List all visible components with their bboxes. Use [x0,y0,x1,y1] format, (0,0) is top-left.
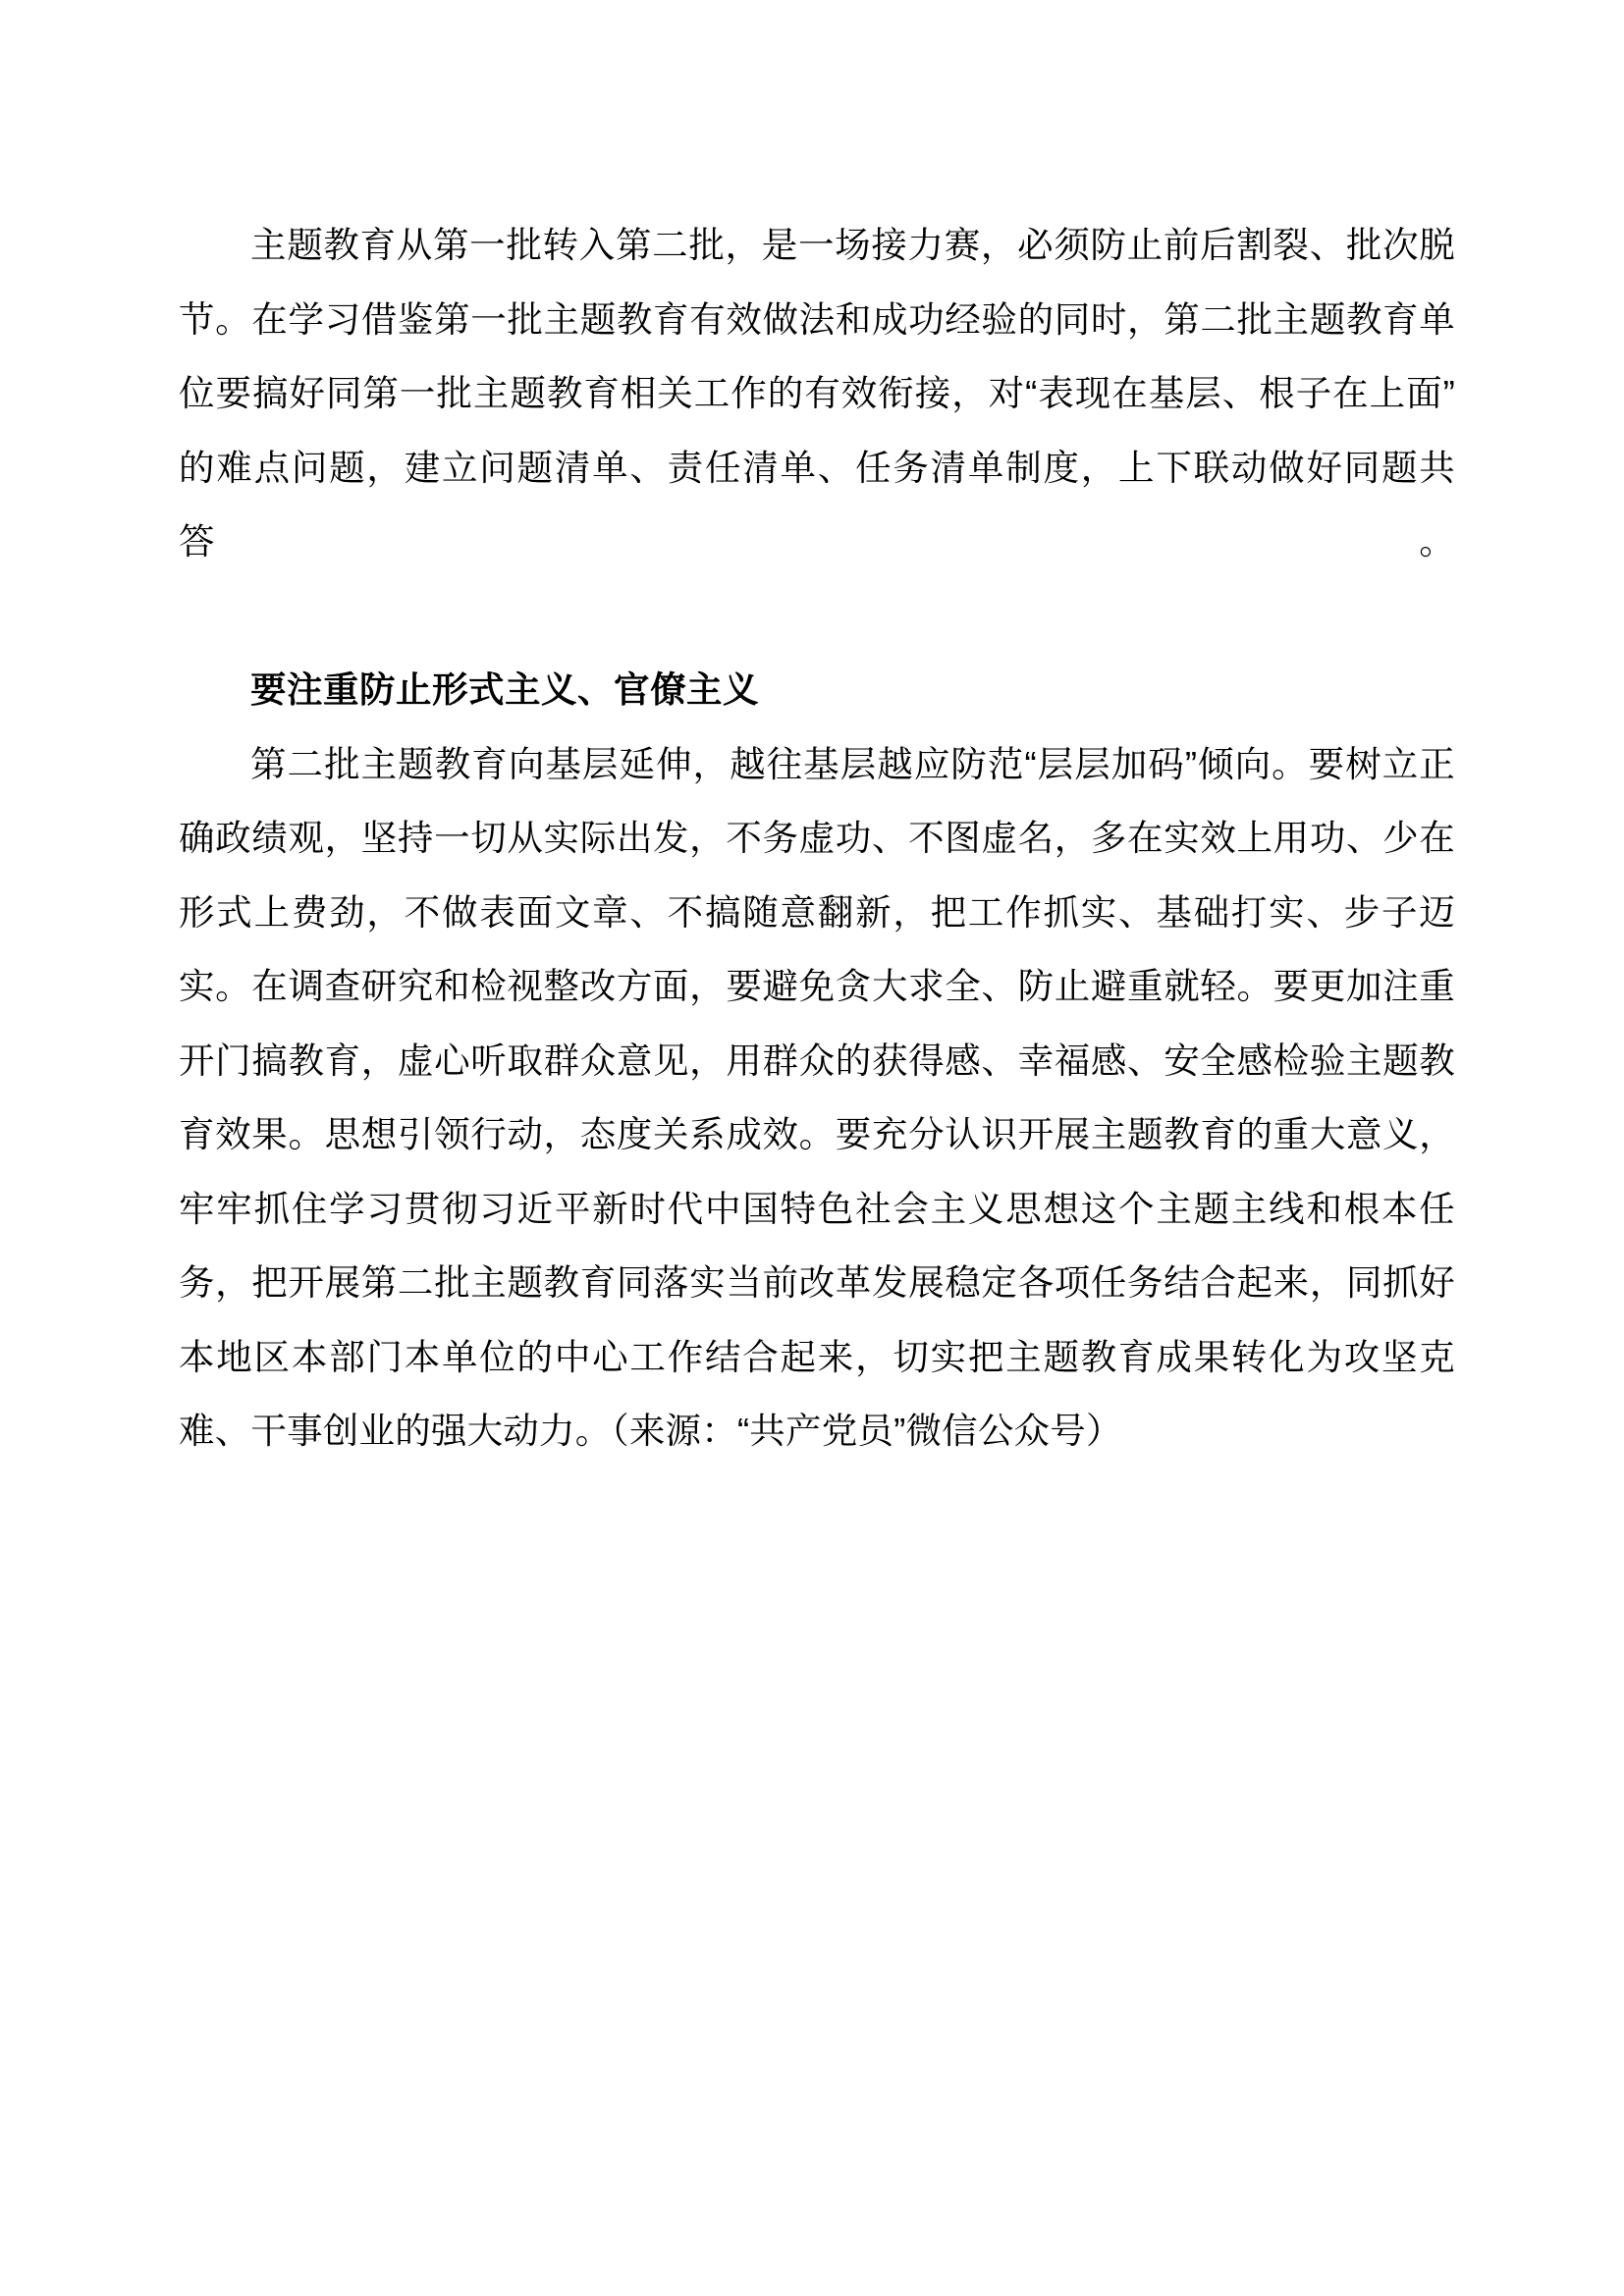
heading-formalism: 要注重防止形式主义、官僚主义 [250,669,759,710]
paragraph-continuity: 主题教育从第一批转入第二批，是一场接力赛，必须防止前后割裂、批次脱节。在学习借鉴第一批主题教育有效做法和成功经验的同时，第二批主题教育单位要搞好同第一批主题教育相关工作的有效衔接，对“表现在基层、根子在上面”的难点问题，建立问题清单、责任清单、任务清单制度，上下联动做好同题共答。 [179,225,1455,561]
paragraph-grassroots: 第二批主题教育向基层延伸，越往基层越应防范“层层加码”倾向。要树立正确政绩观，坚持一切从实际出发，不务虚功、不图虚名，多在实效上用功、少在形式上费劲，不做表面文章、不搞随意翻新，把工作抓实、基础打实、步子迈实。在调查研究和检视整改方面，要避免贪大求全、防止避重就轻。要更加注重开门搞教育，虚心听取群众意见，用群众的获得感、幸福感、安全感检验主题教育效果。思想引领行动，态度关系成效。要充分认识开展主题教育的重大意义，牢牢抓住学习贯彻习近平新时代中国特色社会主义思想这个主题主线和根本任务，把开展第二批主题教育同落实当前改革发展稳定各项任务结合起来，同抓好本地区本部门本单位的中心工作结合起来，切实把主题教育成果转化为攻坚克难、干事创业的强大动力。（来源：“共产党员”微信公众号） [179,743,1455,1451]
document-text-column [179,208,1455,1468]
